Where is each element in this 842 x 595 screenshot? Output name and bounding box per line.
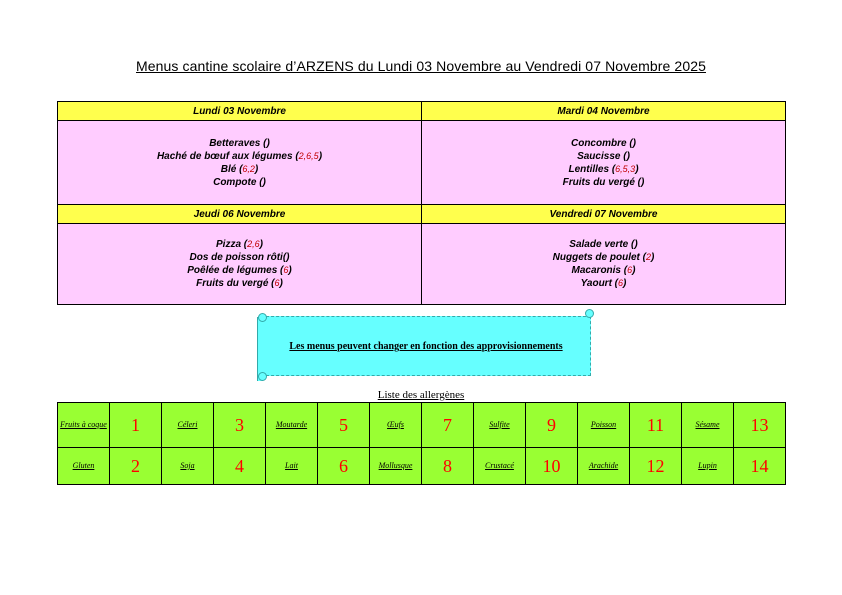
- allergen-number: 12: [630, 448, 682, 485]
- dish-close: ): [623, 278, 627, 289]
- dish-close: ): [254, 163, 259, 175]
- allergen-number: 4: [214, 448, 266, 485]
- dish-line: [58, 264, 421, 277]
- allergen-name: Mollusque: [370, 448, 422, 485]
- dish-allergens: 6: [274, 278, 280, 288]
- dish-allergens: 2: [645, 252, 651, 262]
- allergen-number: 11: [630, 403, 682, 448]
- dish-line: [58, 150, 421, 163]
- dish-name: Macaronis (: [571, 265, 628, 276]
- dish-allergens: 2,6,5: [298, 150, 319, 161]
- day-menu: [422, 224, 786, 305]
- dish-name: Compote (: [213, 176, 263, 188]
- allergen-name: Gluten: [58, 448, 110, 485]
- allergen-number: 8: [422, 448, 474, 485]
- dish-close: ): [651, 252, 655, 263]
- allergen-name: Lupin: [682, 448, 734, 485]
- dish-line: [58, 238, 421, 251]
- dish-line: [58, 137, 421, 150]
- dish-allergens: 6: [618, 278, 624, 288]
- allergen-number: 13: [734, 403, 786, 448]
- day-header: Jeudi 06 Novembre: [58, 205, 422, 224]
- dish-close: ): [632, 137, 636, 149]
- allergen-number: 5: [318, 403, 370, 448]
- dish-allergens: 2,6: [247, 239, 260, 249]
- dish-line: [422, 176, 785, 189]
- page-title: Menus cantine scolaire d’ARZENS du Lundi 03 Novembre au Vendredi 07 Novembre 2025: [136, 58, 706, 74]
- dish-line: [58, 163, 421, 176]
- day-header: Mardi 04 Novembre: [422, 102, 786, 121]
- dish-line: [422, 150, 785, 163]
- dish-name: Betteraves (: [209, 137, 267, 149]
- dish-close: ): [318, 150, 323, 162]
- allergen-name: Sésame: [682, 403, 734, 448]
- allergen-number: 6: [318, 448, 370, 485]
- day-menu: [58, 224, 422, 305]
- allergen-number: 9: [526, 403, 578, 448]
- allergen-list-title: Liste des allergènes: [377, 389, 465, 401]
- dish-close: ): [259, 239, 263, 250]
- dish-name: Pizza (: [216, 239, 248, 250]
- dish-line: [422, 277, 785, 290]
- allergen-name: Moutarde: [266, 403, 318, 448]
- dish-close: ): [632, 265, 636, 276]
- dish-name: Dos de poisson rôti(: [189, 252, 287, 263]
- dish-line: [422, 137, 785, 150]
- day-header: Lundi 03 Novembre: [58, 102, 422, 121]
- allergen-row: [58, 448, 786, 485]
- dish-close: ): [286, 252, 290, 263]
- dish-name: Salade verte (: [569, 239, 635, 250]
- dish-allergens: 6: [283, 265, 289, 275]
- allergen-name: Soja: [162, 448, 214, 485]
- dish-line: [58, 176, 421, 189]
- dish-close: ): [288, 265, 292, 276]
- dish-allergens: 6: [627, 265, 633, 275]
- dish-line: [58, 277, 421, 290]
- dish-close: ): [266, 137, 270, 149]
- notice-scroll: [261, 316, 591, 376]
- dish-line: [58, 251, 421, 264]
- allergen-number: 3: [214, 403, 266, 448]
- allergen-name: Poisson: [578, 403, 630, 448]
- dish-allergens: 6,2: [242, 163, 255, 174]
- dish-name: Fruits du vergé (: [562, 176, 641, 188]
- allergen-number: 7: [422, 403, 474, 448]
- allergen-number: 1: [110, 403, 162, 448]
- dish-allergens: 6,5,3: [615, 163, 636, 174]
- dish-close: ): [635, 163, 639, 175]
- dish-name: Haché de bœuf aux légumes (: [156, 150, 299, 162]
- notice-text: Les menus peuvent changer en fonction des approvisionnements: [289, 341, 563, 352]
- dish-line: [422, 238, 785, 251]
- menu-table: [57, 101, 786, 305]
- scroll-curl: [585, 309, 594, 318]
- dish-name: Poêlée de légumes (: [187, 265, 284, 276]
- allergen-row: [58, 403, 786, 448]
- day-header: Vendredi 07 Novembre: [422, 205, 786, 224]
- dish-close: ): [641, 176, 645, 188]
- dish-name: Nuggets de poulet (: [552, 252, 646, 263]
- allergen-name: Céleri: [162, 403, 214, 448]
- dish-close: ): [279, 278, 283, 289]
- day-menu: [58, 121, 422, 205]
- dish-name: Saucisse (: [577, 150, 627, 162]
- scroll-curl: [258, 313, 267, 322]
- dish-line: [422, 251, 785, 264]
- allergen-name: Fruits à coque: [58, 403, 110, 448]
- allergen-name: Lait: [266, 448, 318, 485]
- dish-close: ): [262, 176, 266, 188]
- dish-name: Lentilles (: [568, 163, 616, 175]
- dish-name: Blé (: [220, 163, 243, 175]
- allergen-number: 2: [110, 448, 162, 485]
- allergen-name: Œufs: [370, 403, 422, 448]
- allergen-number: 14: [734, 448, 786, 485]
- dish-name: Concombre (: [570, 137, 633, 149]
- dish-close: ): [626, 150, 630, 162]
- allergen-name: Arachide: [578, 448, 630, 485]
- dish-line: [422, 163, 785, 176]
- dish-name: Fruits du vergé (: [196, 278, 275, 289]
- day-menu: [422, 121, 786, 205]
- allergen-number: 10: [526, 448, 578, 485]
- dish-close: ): [634, 239, 638, 250]
- dish-line: [422, 264, 785, 277]
- allergen-table: [57, 402, 786, 485]
- allergen-name: Sulfite: [474, 403, 526, 448]
- allergen-name: Crustacé: [474, 448, 526, 485]
- scroll-curl: [258, 372, 267, 381]
- dish-name: Yaourt (: [580, 278, 619, 289]
